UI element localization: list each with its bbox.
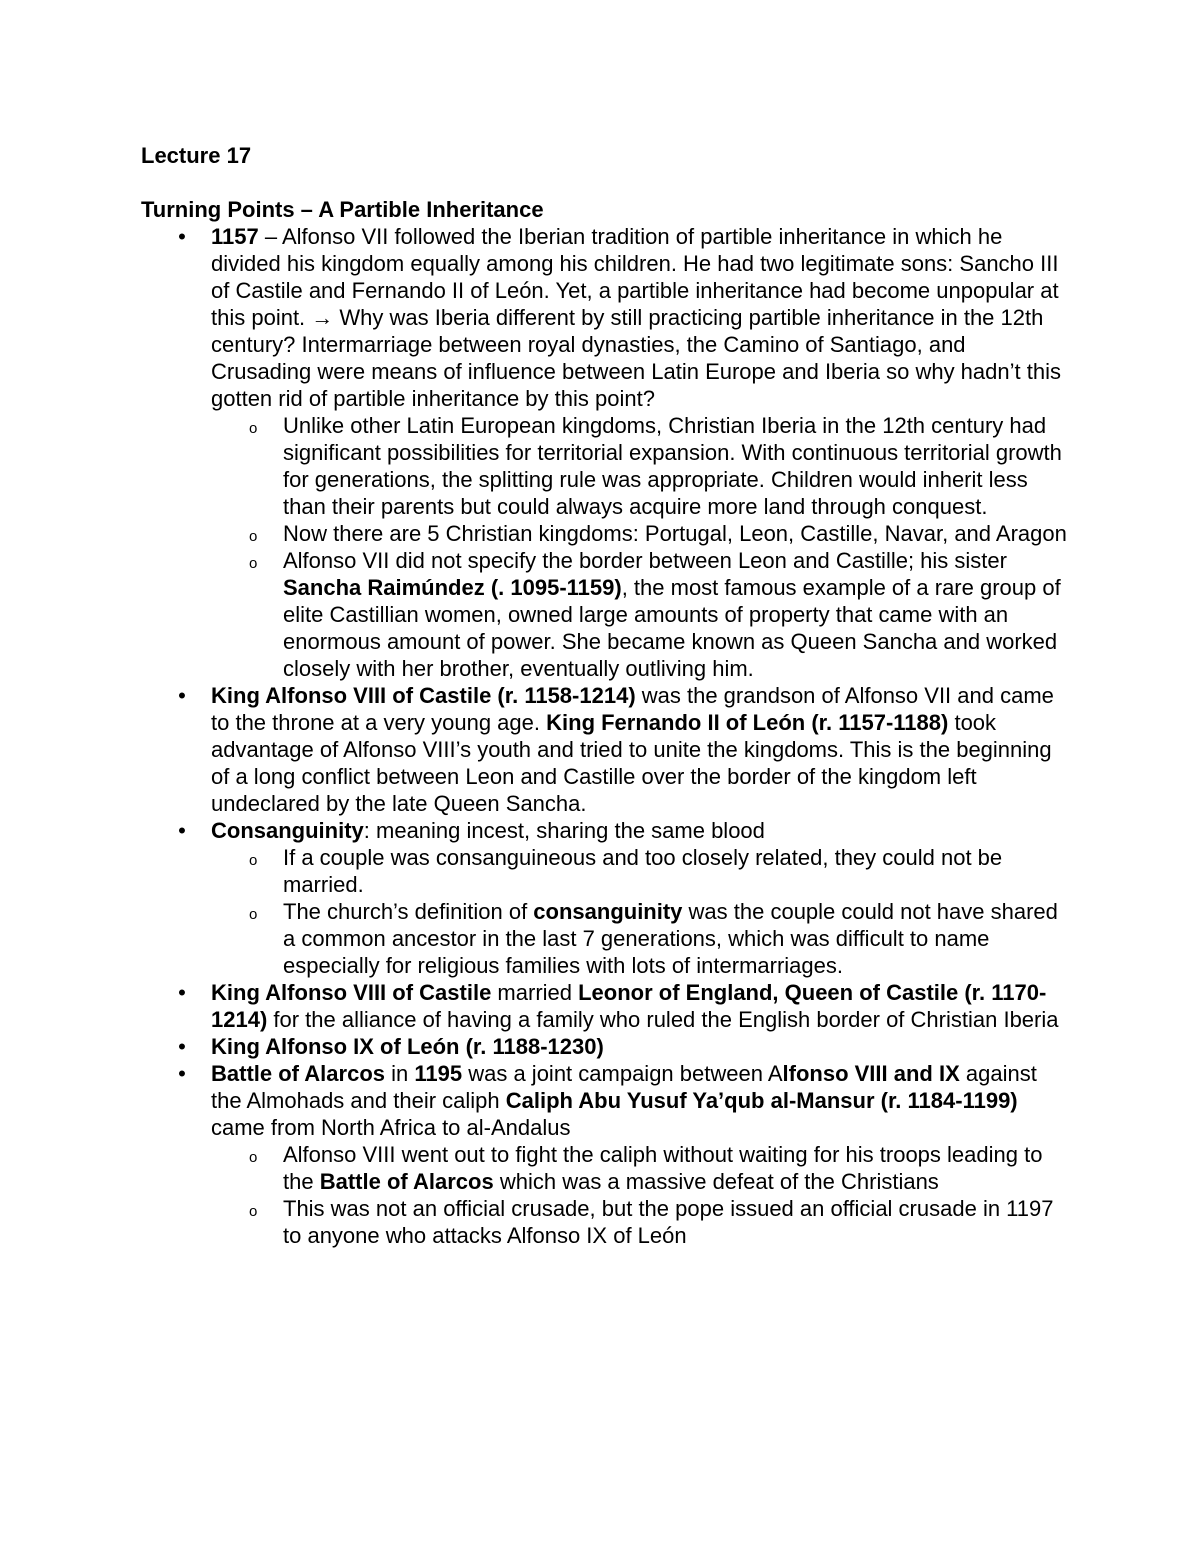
text-segment: was the couple could not have shared a common ancestor in the last 7 generations, which was difficult to name especially for religious families with lots of intermarriages.: [283, 899, 1058, 978]
text-segment: , the most famous example of a rare group of elite Castillian women, owned large amounts of property that came with an enormous amount of power. She became known as Queen Sancha and worked closely with her brother, eventually outliving him.: [283, 575, 1061, 681]
text-segment: If a couple was consanguineous and too closely related, they could not be married.: [283, 845, 1003, 897]
bullet-dot-icon: •: [178, 683, 186, 708]
section-heading: Turning Points – A Partible Inheritance: [141, 197, 544, 222]
text-segment: came from North Africa to al-Andalus: [211, 1115, 571, 1140]
circle-bullet-icon: o: [249, 555, 258, 572]
sub-bullet-item: [249, 1195, 1071, 1249]
bullet-dot-icon: •: [178, 1034, 186, 1059]
text-segment: took advantage of Alfonso VIII’s youth and tried to unite the kingdoms. This is the beginning of a long conflict between Leon and Castille over the border of the kingdom left undeclared by the late Queen Sancha.: [211, 710, 1052, 816]
text-segment: – Alfonso VII followed the Iberian tradition of partible inheritance in which he divided his kingdom equally among his children. He had two legitimate sons: Sancho III of Castile and Fernando II of León. Yet, a partible inheritance had become unpopular at this point. → Why was Iberia different by still practicing partible inheritance in the 12th century? Intermarriage between royal dynasties, the Camino of Santiago, and Crusading were means of influence between Latin Europe and Iberia so why hadn’t this gotten rid of partible inheritance by this point?: [211, 224, 1061, 411]
text-segment: Alfonso VII did not specify the border between Leon and Castille; his sister: [283, 548, 1007, 573]
text-segment: Unlike other Latin European kingdoms, Christian Iberia in the 12th century had significant possibilities for territorial expansion. With continuous territorial growth for generations, the splitting rule was appropriate. Children would inherit less than their parents but could always acquire more land through conquest.: [283, 413, 1062, 519]
bold-text: King Alfonso VIII of Castile (r. 1158-1214): [211, 683, 636, 708]
text-segment: was the grandson of Alfonso VII and came to the throne at a very young age.: [211, 683, 1054, 735]
bold-text: Caliph Abu Yusuf Ya’qub al-Mansur (r. 1184-1199): [505, 1088, 1018, 1113]
notes-content: [178, 223, 1071, 1249]
bullet-text: [211, 683, 1054, 816]
circle-bullet-icon: o: [249, 852, 258, 869]
text-segment: married: [491, 980, 579, 1005]
bullet-text: [211, 1034, 604, 1059]
bold-text: lfonso VIII and IX: [782, 1061, 960, 1086]
bold-text: King Fernando II of León (r. 1157-1188): [546, 710, 949, 735]
bold-text: Sancha Raimúndez (. 1095-1159): [283, 575, 622, 600]
text-segment: : meaning incest, sharing the same blood: [363, 818, 765, 843]
bullet-item: [178, 682, 1071, 817]
text-segment: Now there are 5 Christian kingdoms: Portugal, Leon, Castille, Navar, and Aragon: [283, 521, 1067, 546]
sub-bullet-item: [249, 547, 1071, 682]
circle-bullet-icon: o: [249, 1149, 258, 1166]
sub-bullet-text: [283, 845, 1002, 897]
bullet-list: [178, 223, 1071, 1249]
bullet-item: [178, 1060, 1071, 1249]
bold-text: Consanguinity: [211, 818, 364, 843]
bold-text: King Alfonso IX of León (r. 1188-1230): [211, 1034, 604, 1059]
bullet-text: [211, 818, 765, 843]
bullet-dot-icon: •: [178, 980, 186, 1005]
bold-text: Leonor of England, Queen of Castile (r. 1170-1214): [211, 980, 1047, 1032]
text-segment: Alfonso VIII went out to fight the caliph without waiting for his troops leading to the: [283, 1142, 1043, 1194]
sub-bullet-text: [283, 899, 1058, 978]
sub-bullet-list: [211, 844, 1071, 979]
text-segment: This was not an official crusade, but the pope issued an official crusade in 1197 to anyone who attacks Alfonso IX of León: [283, 1196, 1054, 1248]
lecture-title: Lecture 17: [141, 143, 252, 168]
bullet-text: [211, 1061, 1037, 1140]
bullet-item: [178, 1033, 1071, 1060]
bold-text: consanguinity: [533, 899, 683, 924]
bullet-dot-icon: •: [178, 818, 186, 843]
bullet-item: [178, 223, 1071, 682]
bullet-dot-icon: •: [178, 224, 186, 249]
sub-bullet-text: [283, 521, 1067, 546]
bullet-text: [211, 980, 1059, 1032]
sub-bullet-text: [283, 413, 1062, 519]
sub-bullet-text: [283, 548, 1061, 681]
sub-bullet-item: [249, 844, 1071, 898]
sub-bullet-text: [283, 1196, 1053, 1248]
bold-text: Battle of Alarcos: [319, 1169, 494, 1194]
sub-bullet-item: [249, 898, 1071, 979]
text-segment: in: [385, 1061, 415, 1086]
circle-bullet-icon: o: [249, 528, 258, 545]
sub-bullet-text: [283, 1142, 1042, 1194]
sub-bullet-item: [249, 520, 1071, 547]
text-segment: for the alliance of having a family who ruled the English border of Christian Iberia: [267, 1007, 1059, 1032]
text-segment: The church’s definition of: [283, 899, 534, 924]
sub-bullet-list: [211, 1141, 1071, 1249]
circle-bullet-icon: o: [249, 420, 258, 437]
bullet-dot-icon: •: [178, 1061, 186, 1086]
bullet-item: [178, 817, 1071, 979]
text-segment: which was a massive defeat of the Christians: [493, 1169, 939, 1194]
sub-bullet-list: [211, 412, 1071, 682]
bullet-item: [178, 979, 1071, 1033]
text-segment: was a joint campaign between A: [462, 1061, 783, 1086]
sub-bullet-item: [249, 1141, 1071, 1195]
text-segment: against the Almohads and their caliph: [211, 1061, 1037, 1113]
bold-text: Battle of Alarcos: [211, 1061, 386, 1086]
bold-text: 1157: [211, 224, 259, 249]
bullet-text: [211, 224, 1061, 411]
bold-text: King Alfonso VIII of Castile: [211, 980, 492, 1005]
sub-bullet-item: [249, 412, 1071, 520]
bold-text: 1195: [414, 1061, 463, 1086]
circle-bullet-icon: o: [249, 906, 258, 923]
circle-bullet-icon: o: [249, 1203, 258, 1220]
